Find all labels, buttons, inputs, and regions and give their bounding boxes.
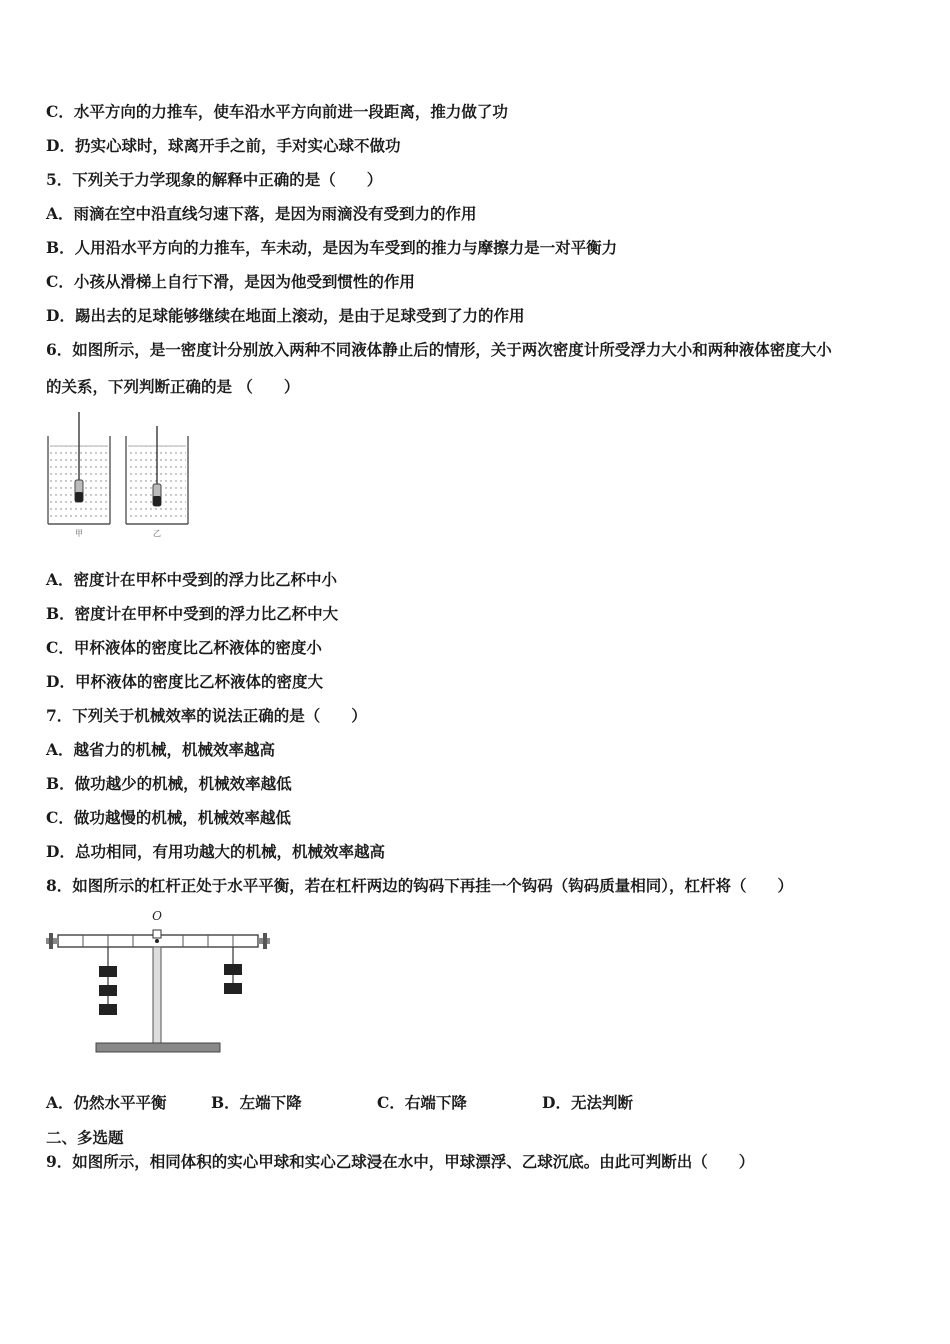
question-5-option-a: A．雨滴在空中沿直线匀速下落，是因为雨滴没有受到力的作用 bbox=[46, 204, 477, 223]
cup-left bbox=[48, 412, 110, 524]
question-6-stem-line1: 6．如图所示，是一密度计分别放入两种不同液体静止后的情形，关于两次密度计所受浮力大小和两种液体密度大小 bbox=[46, 340, 832, 359]
question-6-option-a: A．密度计在甲杯中受到的浮力比乙杯中小 bbox=[46, 570, 338, 589]
question-9-stem: 9．如图所示，相同体积的实心甲球和实心乙球浸在水中，甲球漂浮、乙球沉底。由此可判断出（ ） bbox=[46, 1152, 755, 1171]
question-6-option-b: B．密度计在甲杯中受到的浮力比乙杯中大 bbox=[46, 604, 339, 623]
section-heading: 二、多选题 bbox=[46, 1128, 124, 1147]
question-7-option-a: A．越省力的机械，机械效率越高 bbox=[46, 740, 276, 759]
question-7-option-b: B．做功越少的机械，机械效率越低 bbox=[46, 774, 292, 793]
question-8-option-b: B．左端下降 bbox=[211, 1093, 302, 1112]
question-5-option-b: B．人用沿水平方向的力推车，车未动，是因为车受到的推力与摩擦力是一对平衡力 bbox=[46, 238, 618, 257]
question-7-option-d: D．总功相同，有用功越大的机械，机械效率越高 bbox=[46, 842, 385, 861]
question-5-option-c: C．小孩从滑梯上自行下滑，是因为他受到惯性的作用 bbox=[46, 272, 415, 291]
cup-right bbox=[126, 426, 188, 524]
cup-left-label: 甲 bbox=[75, 529, 83, 538]
option-d-text: D．扔实心球时，球离开手之前，手对实心球不做功 bbox=[46, 136, 401, 155]
question-7-stem: 7．下列关于机械效率的说法正确的是（ ） bbox=[46, 706, 367, 725]
cup-right-label: 乙 bbox=[153, 529, 161, 538]
question-8-option-c: C．右端下降 bbox=[377, 1093, 467, 1112]
question-8-option-d: D．无法判断 bbox=[542, 1093, 633, 1112]
question-5-stem: 5．下列关于力学现象的解释中正确的是（ ） bbox=[46, 170, 383, 189]
question-7-option-c: C．做功越慢的机械，机械效率越低 bbox=[46, 808, 291, 827]
question-6-option-c: C．甲杯液体的密度比乙杯液体的密度小 bbox=[46, 638, 322, 657]
lever-figure bbox=[44, 906, 279, 1058]
question-6-option-d: D．甲杯液体的密度比乙杯液体的密度大 bbox=[46, 672, 323, 691]
question-5-option-d: D．踢出去的足球能够继续在地面上滚动，是由于足球受到了力的作用 bbox=[46, 306, 525, 325]
question-8-option-a: A．仍然水平平衡 bbox=[46, 1093, 167, 1112]
option-c-text: C．水平方向的力推车，使车沿水平方向前进一段距离，推力做了功 bbox=[46, 102, 508, 121]
question-8-stem: 8．如图所示的杠杆正处于水平平衡，若在杠杆两边的钩码下再挂一个钩码（钩码质量相同），杠杆将（ ） bbox=[46, 876, 794, 895]
question-6-stem-line2: 的关系，下列判断正确的是 （ ） bbox=[46, 377, 300, 396]
pivot-label: O bbox=[152, 909, 162, 923]
hydrometer-figure bbox=[44, 408, 194, 543]
